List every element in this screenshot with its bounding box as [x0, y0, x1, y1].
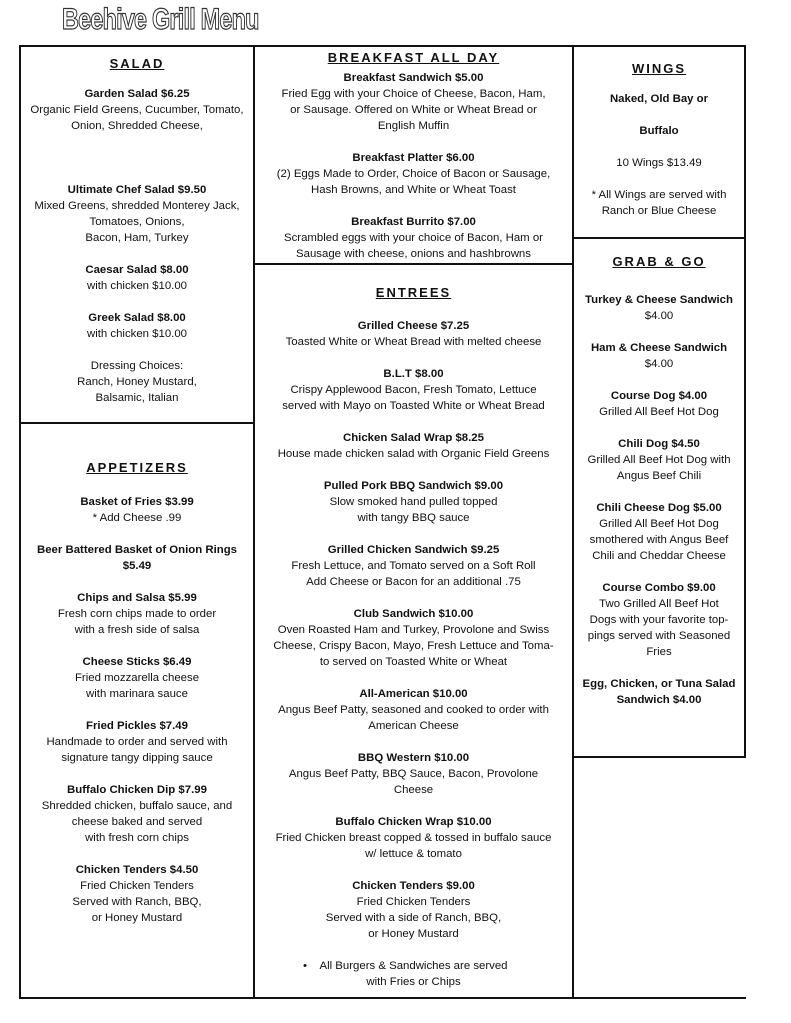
item-desc: with a fresh side of salsa — [74, 624, 200, 636]
menu-item — [574, 676, 744, 708]
item-desc: or Honey Mustard — [368, 928, 459, 940]
item-name: Basket of Fries $3.99 — [80, 496, 194, 508]
menu-item — [21, 182, 253, 246]
wings-header: WINGS — [631, 61, 687, 76]
item-name: Chicken Salad Wrap $8.25 — [343, 432, 484, 444]
frame-top-line — [19, 45, 746, 47]
item-desc: Cheese, Crispy Bacon, Mayo, Fresh Lettuce and Toma- — [273, 640, 554, 652]
menu-item — [21, 542, 253, 574]
item-name: Club Sandwich $10.00 — [353, 608, 474, 620]
menu-item — [255, 318, 572, 350]
wings-flavors: Buffalo — [639, 125, 679, 137]
item-name: Caesar Salad $8.00 — [85, 264, 189, 276]
item-desc: Fried Chicken breast copped & tossed in buffalo sauce — [275, 832, 552, 844]
item-desc: or Sausage. Offered on White or Wheat Bread or — [290, 104, 537, 116]
item-name: Beer Battered Basket of Onion Rings — [36, 544, 237, 556]
item-name: Buffalo Chicken Wrap $10.00 — [335, 816, 492, 828]
item-desc: Crispy Applewood Bacon, Fresh Tomato, Lettuce — [290, 384, 537, 396]
item-name: Pulled Pork BBQ Sandwich $9.00 — [323, 480, 504, 492]
item-name: Breakfast Burrito $7.00 — [351, 216, 476, 228]
item-desc: Dogs with your favorite top- — [589, 614, 729, 626]
item-desc: with tangy BBQ sauce — [357, 512, 470, 524]
menu-item — [574, 388, 744, 420]
menu-item — [255, 366, 572, 414]
item-desc: Toasted White or Wheat Bread with melted cheese — [285, 336, 542, 348]
item-desc: with fresh corn chips — [85, 832, 189, 844]
item-name: Greek Salad $8.00 — [88, 312, 186, 324]
entrees-header: ENTREES — [375, 285, 452, 300]
grab-section — [574, 254, 744, 724]
item-name: Fried Pickles $7.49 — [86, 720, 188, 732]
menu-item — [255, 750, 572, 798]
item-name: Grilled Chicken Sandwich $9.25 — [327, 544, 500, 556]
item-desc: Angus Beef Patty, BBQ Sauce, Bacon, Provolone — [288, 768, 539, 780]
item-desc: House made chicken salad with Organic Field Greens — [277, 448, 550, 460]
breakfast-section — [255, 50, 572, 278]
item-desc: $4.00 — [644, 358, 674, 370]
item-desc: w/ lettuce & tomato — [365, 848, 462, 860]
menu-item — [255, 814, 572, 862]
item-desc: signature tangy dipping sauce — [61, 752, 213, 764]
item-desc: with chicken $10.00 — [86, 280, 188, 292]
item-name: BBQ Western $10.00 — [357, 752, 470, 764]
frame-right-line — [744, 45, 746, 757]
item-name: Grilled Cheese $7.25 — [357, 320, 470, 332]
item-desc: Grilled All Beef Hot Dog with — [587, 454, 731, 466]
item-name: Course Combo $9.00 — [602, 582, 716, 594]
item-name: Egg, Chicken, or Tuna Salad — [582, 678, 736, 690]
item-desc: Slow smoked hand pulled topped — [329, 496, 498, 508]
wings-note: Ranch or Blue Cheese — [601, 205, 717, 217]
salad-header: SALAD — [109, 56, 165, 71]
salad-bottom-line — [19, 422, 255, 424]
menu-item — [255, 150, 572, 198]
item-desc: Sausage with cheese, onions and hashbrowns — [296, 248, 531, 260]
item-desc: Fresh Lettuce, and Tomato served on a Soft Roll — [291, 560, 536, 572]
item-name: Breakfast Platter $6.00 — [352, 152, 475, 164]
wings-price: 10 Wings $13.49 — [616, 157, 702, 169]
appetizers-header: APPETIZERS — [86, 460, 188, 475]
item-desc: smothered with Angus Beef — [589, 534, 729, 546]
menu-item — [21, 862, 253, 926]
item-desc: Tomatoes, Onions, — [89, 216, 185, 228]
menu-item — [255, 686, 572, 734]
item-desc: Fried Chicken Tenders — [356, 896, 471, 908]
item-name: Ultimate Chef Salad $9.50 — [67, 184, 207, 196]
menu-item — [574, 500, 744, 564]
item-desc: Oven Roasted Ham and Turkey, Provolone and Swiss — [277, 624, 550, 636]
menu-item — [255, 70, 572, 134]
item-desc: Angus Beef Chili — [616, 470, 702, 482]
grab-bottom-line — [572, 756, 746, 758]
item-desc: or Honey Mustard — [91, 912, 183, 924]
item-desc: (2) Eggs Made to Order, Choice of Bacon or Sausage, — [276, 168, 551, 180]
item-desc: with chicken $10.00 — [86, 328, 188, 340]
dressing-choices — [21, 358, 253, 406]
item-desc: Angus Beef Patty, seasoned and cooked to order with — [278, 704, 549, 716]
item-desc: Shredded chicken, buffalo sauce, and — [41, 800, 233, 812]
wings-note: * All Wings are served with — [591, 189, 727, 201]
item-name: Buffalo Chicken Dip $7.99 — [67, 784, 207, 796]
item-name: B.L.T $8.00 — [383, 368, 444, 380]
item-price: $5.49 — [122, 560, 152, 572]
item-desc: Fried mozzarella cheese — [74, 672, 200, 684]
item-desc: Organic Field Greens, Cucumber, Tomato, — [30, 104, 244, 116]
item-desc: Handmade to order and served with — [46, 736, 228, 748]
entrees-section — [255, 285, 572, 990]
appetizers-section — [21, 460, 253, 942]
item-name: Ham & Cheese Sandwich — [590, 342, 728, 354]
item-name: Chili Cheese Dog $5.00 — [596, 502, 722, 514]
item-desc: Grilled All Beef Hot Dog — [599, 518, 719, 530]
dressing-line: Balsamic, Italian — [95, 392, 179, 404]
item-desc: Served with a side of Ranch, BBQ, — [325, 912, 502, 924]
menu-title: Beehive Grill Menu — [62, 3, 259, 36]
item-desc: served with Mayo on Toasted White or Wheat Bread — [282, 400, 545, 412]
wings-section — [574, 61, 744, 219]
note-line: All Burgers & Sandwiches are served — [319, 960, 508, 972]
item-desc: Fresh corn chips made to order — [57, 608, 217, 620]
menu-item — [21, 590, 253, 638]
bullet-icon: • — [303, 960, 307, 972]
menu-item — [255, 878, 572, 942]
item-desc: Fried Egg with your Choice of Cheese, Bacon, Ham, — [281, 88, 546, 100]
wings-bottom-line — [572, 237, 746, 239]
item-name: Chips and Salsa $5.99 — [77, 592, 197, 604]
dressing-line: Ranch, Honey Mustard, — [77, 376, 197, 388]
item-name: Chili Dog $4.50 — [618, 438, 700, 450]
menu-item — [574, 340, 744, 372]
item-desc: Onion, Shredded Cheese, — [71, 120, 203, 132]
menu-item — [255, 430, 572, 462]
item-desc: Fries — [646, 646, 672, 658]
item-desc: $4.00 — [644, 310, 674, 322]
item-desc: Grilled All Beef Hot Dog — [599, 406, 719, 418]
item-desc: American Cheese — [368, 720, 459, 732]
item-name: Chicken Tenders $9.00 — [352, 880, 475, 892]
menu-item — [21, 494, 253, 526]
menu-item — [21, 654, 253, 702]
item-desc: Scrambled eggs with your choice of Bacon, Ham or — [284, 232, 543, 244]
menu-item — [21, 718, 253, 766]
item-desc: Chili and Cheddar Cheese — [592, 550, 726, 562]
sides-note — [255, 958, 572, 990]
menu-item — [255, 478, 572, 526]
item-desc: Hash Browns, and White or Wheat Toast — [311, 184, 516, 196]
menu-item — [574, 436, 744, 484]
menu-item — [21, 310, 253, 342]
menu-item — [21, 262, 253, 294]
item-desc: with marinara sauce — [86, 688, 188, 700]
item-name: Breakfast Sandwich $5.00 — [343, 72, 484, 84]
menu-item — [574, 292, 744, 324]
item-name: Garden Salad $6.25 — [84, 88, 190, 100]
item-name: Chicken Tenders $4.50 — [75, 864, 199, 876]
dressing-line: Dressing Choices: — [90, 360, 184, 372]
item-desc: Add Cheese or Bacon for an additional .75 — [306, 576, 521, 588]
wings-flavors: Naked, Old Bay or — [609, 93, 709, 105]
item-desc: to served on Toasted White or Wheat — [319, 656, 508, 668]
item-desc: * Add Cheese .99 — [92, 512, 182, 524]
item-desc: Cheese — [393, 784, 434, 796]
item-name: Cheese Sticks $6.49 — [82, 656, 192, 668]
item-desc: cheese baked and served — [71, 816, 203, 828]
frame-bottom-line — [19, 997, 746, 999]
menu-item — [255, 606, 572, 670]
menu-item — [255, 214, 572, 262]
salad-section — [21, 56, 253, 422]
item-desc: Fried Chicken Tenders — [80, 880, 194, 892]
menu-item — [21, 782, 253, 846]
item-desc: Two Grilled All Beef Hot — [599, 598, 719, 610]
menu-item — [574, 580, 744, 660]
breakfast-header: BREAKFAST ALL DAY — [327, 50, 500, 65]
item-desc: Sandwich $4.00 — [616, 694, 702, 706]
item-name: Turkey & Cheese Sandwich — [585, 294, 733, 306]
item-desc: Bacon, Ham, Turkey — [85, 232, 189, 244]
item-name: All-American $10.00 — [359, 688, 468, 700]
item-desc: Served with Ranch, BBQ, — [72, 896, 202, 908]
item-desc: pings served with Seasoned — [587, 630, 731, 642]
item-name: Course Dog $4.00 — [610, 390, 708, 402]
item-desc: Mixed Greens, shredded Monterey Jack, — [34, 200, 240, 212]
menu-item — [21, 86, 253, 166]
grab-header: GRAB & GO — [612, 254, 706, 269]
note-line: with Fries or Chips — [366, 976, 461, 988]
menu-item — [255, 542, 572, 590]
item-desc: English Muffin — [377, 120, 450, 132]
